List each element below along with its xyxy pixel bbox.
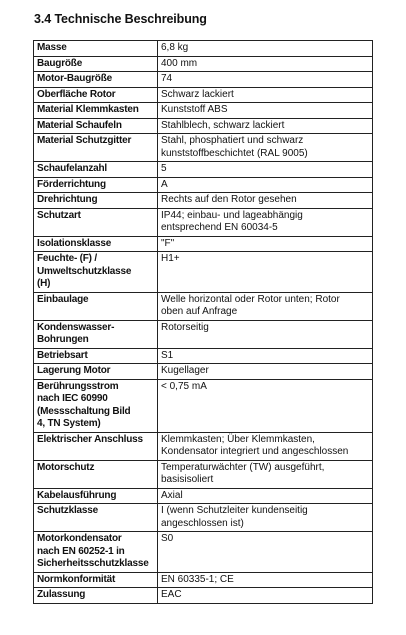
spec-value-cell <box>158 72 373 88</box>
spec-value: 6,8 kg <box>161 42 189 53</box>
spec-label-cell <box>34 379 158 432</box>
spec-value: Welle horizontal oder Rotor unten; Rotor oben auf Anfrage <box>161 293 340 317</box>
spec-label: Schaufelanzahl <box>37 163 107 174</box>
spec-value-cell <box>158 56 373 72</box>
spec-value: S1 <box>161 349 174 361</box>
spec-row <box>34 460 373 488</box>
spec-label-cell <box>34 460 158 488</box>
spec-value-cell <box>158 118 373 134</box>
spec-label: Isolationsklasse <box>37 237 112 249</box>
spec-label-cell <box>34 41 158 57</box>
spec-label-cell <box>34 72 158 88</box>
spec-label-cell <box>34 118 158 134</box>
spec-value: Klemmkasten; Über Klemmkasten, Kondensator integriert und angeschlossen <box>161 433 349 457</box>
spec-label: Motor-Baugröße <box>37 73 112 84</box>
spec-label: Motorschutz <box>37 461 95 473</box>
spec-label: Zulassung <box>37 589 86 600</box>
spec-label: Baugröße <box>37 57 83 69</box>
spec-value-cell <box>158 193 373 209</box>
spec-value: Axial <box>161 489 183 501</box>
spec-label: Masse <box>37 42 67 53</box>
spec-value-cell <box>158 87 373 103</box>
spec-value: Stahl, phosphatiert und schwarz kunststoffbeschichtet (RAL 9005) <box>161 135 308 159</box>
spec-value-cell <box>158 348 373 364</box>
spec-row <box>34 320 373 348</box>
spec-value-cell <box>158 460 373 488</box>
spec-value: Temperaturwächter (TW) ausgeführt, basisisoliert <box>161 461 325 485</box>
spec-row <box>34 432 373 460</box>
spec-label: Lagerung Motor <box>37 365 111 376</box>
spec-label: Feuchte- (F) / Umweltschutzklasse (H) <box>37 253 132 289</box>
spec-row <box>34 364 373 380</box>
spec-value-cell <box>158 532 373 573</box>
spec-value-cell <box>158 504 373 532</box>
spec-table-body <box>34 41 373 604</box>
spec-value-cell <box>158 41 373 57</box>
spec-row <box>34 103 373 119</box>
spec-value-cell <box>158 488 373 504</box>
spec-label-cell <box>34 588 158 604</box>
spec-value: Kunststoff ABS <box>161 104 228 115</box>
spec-value-cell <box>158 177 373 193</box>
spec-value: IP44; einbau- und lageabhängig entsprechend EN 60034-5 <box>161 209 303 233</box>
spec-row <box>34 56 373 72</box>
spec-label-cell <box>34 364 158 380</box>
spec-label-cell <box>34 504 158 532</box>
spec-value-cell <box>158 162 373 178</box>
spec-row <box>34 488 373 504</box>
spec-label: Förderrichtung <box>37 178 106 190</box>
technical-spec-table <box>33 40 373 604</box>
spec-value-cell <box>158 236 373 252</box>
spec-label-cell <box>34 488 158 504</box>
spec-label-cell <box>34 208 158 236</box>
spec-value-cell <box>158 379 373 432</box>
spec-label: Einbaulage <box>37 293 89 305</box>
spec-value-cell <box>158 364 373 380</box>
spec-row <box>34 348 373 364</box>
spec-label-cell <box>34 193 158 209</box>
spec-row <box>34 252 373 293</box>
spec-value: S0 <box>161 533 174 544</box>
spec-row <box>34 292 373 320</box>
spec-label-cell <box>34 236 158 252</box>
spec-label: Motorkondensator nach EN 60252-1 in Sicherheitsschutzklasse <box>37 533 149 569</box>
spec-label: Schutzklasse <box>37 505 98 516</box>
spec-label-cell <box>34 103 158 119</box>
spec-label-cell <box>34 432 158 460</box>
spec-label-cell <box>34 177 158 193</box>
spec-label: Material Schutzgitter <box>37 135 132 146</box>
spec-label: Elektrischer Anschluss <box>37 433 143 445</box>
spec-label: Material Klemmkasten <box>37 104 139 115</box>
spec-row <box>34 236 373 252</box>
spec-row <box>34 379 373 432</box>
spec-row <box>34 572 373 588</box>
spec-row <box>34 162 373 178</box>
spec-label-cell <box>34 572 158 588</box>
spec-value: "F" <box>161 237 175 249</box>
spec-value: Rotorseitig <box>161 321 209 333</box>
spec-value-cell <box>158 588 373 604</box>
spec-row <box>34 193 373 209</box>
spec-row <box>34 87 373 103</box>
spec-row <box>34 118 373 134</box>
spec-value: Stahlblech, schwarz lackiert <box>161 119 285 131</box>
spec-value-cell <box>158 432 373 460</box>
spec-value-cell <box>158 208 373 236</box>
spec-value-cell <box>158 134 373 162</box>
spec-row <box>34 532 373 573</box>
spec-value: EAC <box>161 589 182 600</box>
spec-value: 5 <box>161 163 167 174</box>
spec-value: A <box>161 178 168 190</box>
spec-label-cell <box>34 162 158 178</box>
section-title: 3.4 Technische Beschreibung <box>34 12 207 26</box>
spec-value: Schwarz lackiert <box>161 88 234 100</box>
spec-value-cell <box>158 292 373 320</box>
spec-label: Kondenswasser- Bohrungen <box>37 321 115 345</box>
spec-label: Betriebsart <box>37 349 88 361</box>
spec-value-cell <box>158 103 373 119</box>
spec-label: Berührungsstrom nach IEC 60990 (Messschaltung Bild 4, TN System) <box>37 380 131 429</box>
spec-value: 400 mm <box>161 57 198 69</box>
spec-label-cell <box>34 320 158 348</box>
spec-label: Drehrichtung <box>37 194 98 205</box>
spec-label: Schutzart <box>37 209 81 221</box>
spec-label-cell <box>34 134 158 162</box>
spec-value: I (wenn Schutzleiter kundenseitig angeschlossen ist) <box>161 505 308 529</box>
spec-label-cell <box>34 56 158 72</box>
spec-label-cell <box>34 348 158 364</box>
spec-value: Kugellager <box>161 365 209 376</box>
spec-row <box>34 504 373 532</box>
spec-value: 74 <box>161 73 173 84</box>
spec-label-cell <box>34 292 158 320</box>
spec-value: Rechts auf den Rotor gesehen <box>161 194 297 205</box>
spec-label: Kabelausführung <box>37 489 117 501</box>
spec-value: < 0,75 mA <box>161 380 207 392</box>
spec-row <box>34 41 373 57</box>
spec-row <box>34 72 373 88</box>
spec-value: H1+ <box>161 253 180 264</box>
spec-label-cell <box>34 252 158 293</box>
spec-value-cell <box>158 252 373 293</box>
spec-value: EN 60335-1; CE <box>161 573 234 585</box>
spec-value-cell <box>158 320 373 348</box>
spec-label: Oberfläche Rotor <box>37 88 116 100</box>
spec-label-cell <box>34 532 158 573</box>
spec-row <box>34 134 373 162</box>
spec-row <box>34 177 373 193</box>
spec-label: Material Schaufeln <box>37 119 122 131</box>
spec-value-cell <box>158 572 373 588</box>
spec-row <box>34 208 373 236</box>
spec-label-cell <box>34 87 158 103</box>
spec-label: Normkonformität <box>37 573 116 585</box>
spec-row <box>34 588 373 604</box>
